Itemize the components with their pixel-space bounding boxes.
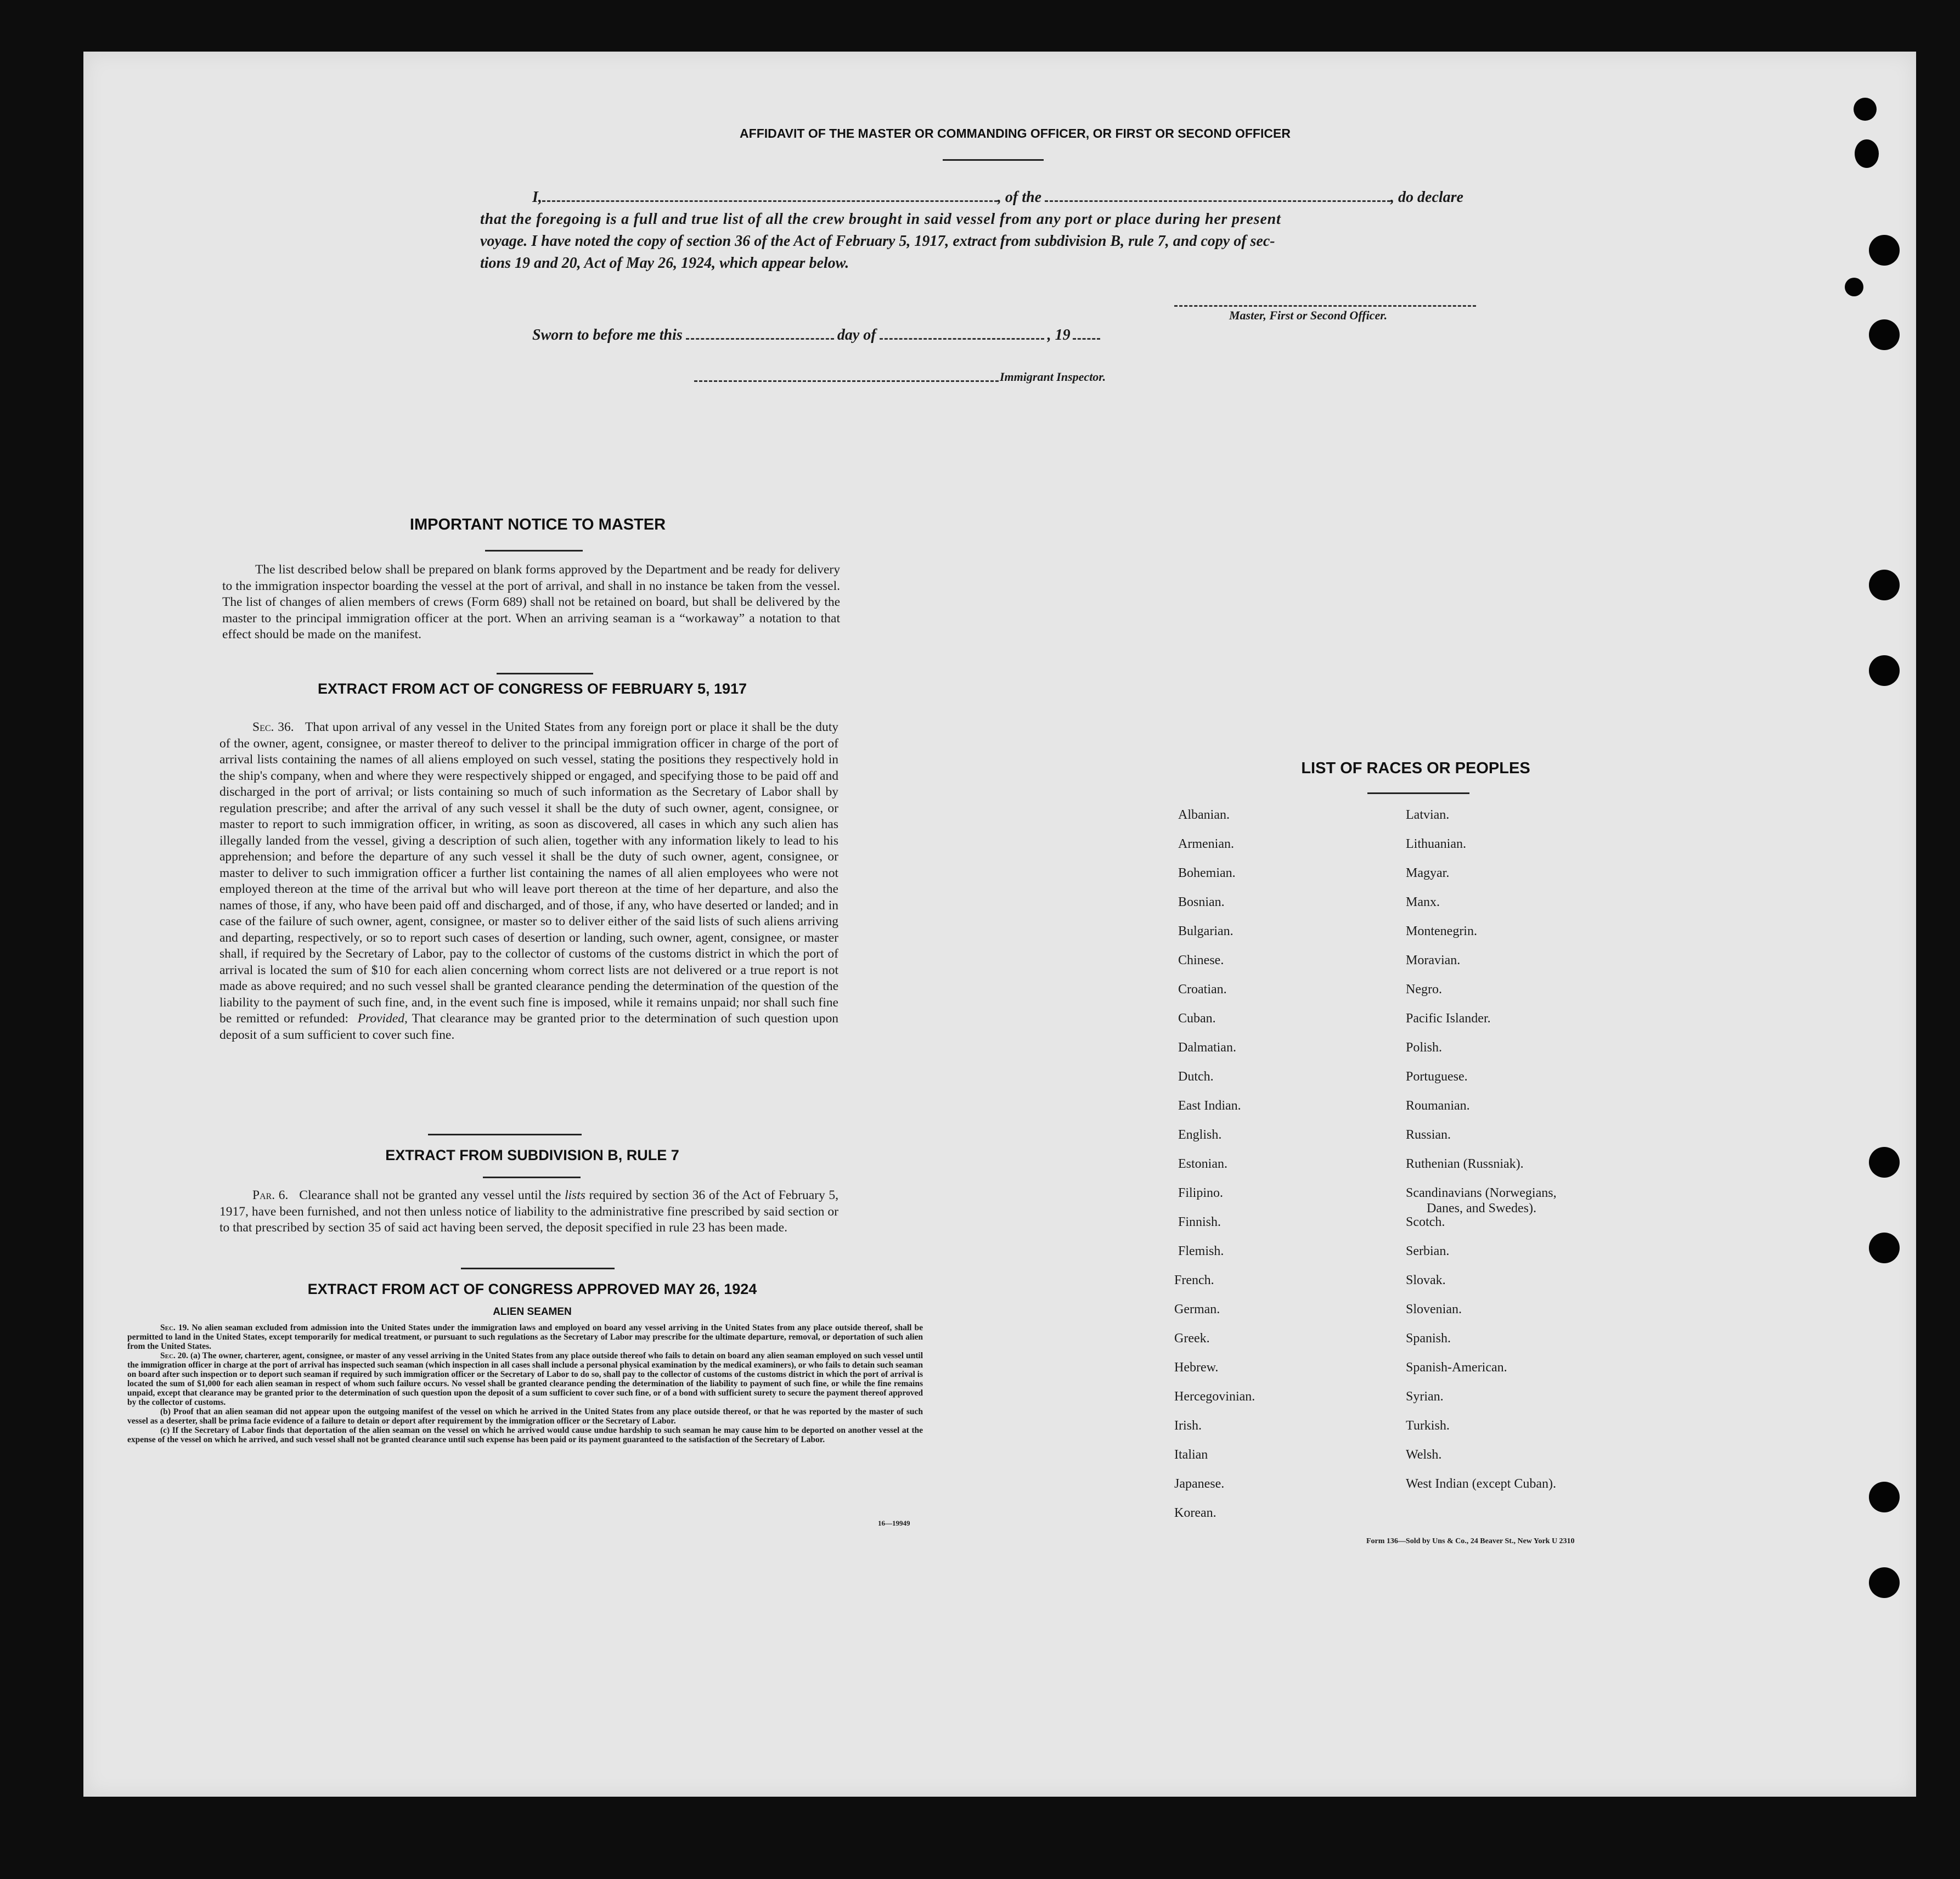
race-item: Polish. <box>1406 1040 1443 1055</box>
sworn-label: Sworn to before me this <box>532 327 683 344</box>
inspector-label: Immigrant Inspector. <box>1000 370 1106 384</box>
sworn-year-prefix: , 19 <box>1047 327 1071 344</box>
declare-suffix: , do declare <box>1390 189 1463 206</box>
race-item: Spanish-American. <box>1406 1360 1507 1375</box>
notice-title: IMPORTANT NOTICE TO MASTER <box>409 516 666 533</box>
rule7-text <box>219 1188 838 1236</box>
inspector-line[interactable] <box>694 380 999 382</box>
race-item: Serbian. <box>1406 1244 1450 1258</box>
race-item: East Indian. <box>1178 1099 1241 1113</box>
declarant-name-field[interactable] <box>542 188 998 202</box>
section-20a-text: (a) The owner, charterer, agent, consignee, or master of any vessel arriving in the United States from any place outside thereof who fails to detain on board any alien seaman employed on such vessel until the immigration officer in charge at the port of arrival has inspected such seaman (which inspection in all cases shall include a personal physical examination by the medical examiners), or who fails to detain such seaman on board after such inspection or to deport such seaman if required by such immigration officer or the Secretary of Labor to do so, shall pay to the collector of customs of the customs district in which the port of arrival is located the sum of $1,000 for each alien seaman in respect of whom such failure occurs. No vessel shall be granted clearance pending the determination of the liability to payment of such fine, or while the fine remains unpaid, except that clearance may be granted prior to the determination of such question upon the deposit of a sum sufficient to cover such fine, or of a bond with sufficient surety to secure the payment thereof approved by the collector of customs. <box>127 1351 923 1407</box>
alien-seamen-subtitle: ALIEN SEAMEN <box>493 1306 572 1318</box>
race-item: Dutch. <box>1178 1070 1214 1084</box>
section-divider <box>461 1268 615 1269</box>
race-item: Danes, and Swedes). <box>1427 1201 1536 1216</box>
sworn-day-field[interactable] <box>686 326 834 340</box>
sworn-month-field[interactable] <box>880 326 1044 340</box>
extract-1917-text <box>219 719 838 1043</box>
races-title: LIST OF RACES OR PEOPLES <box>1301 760 1530 777</box>
section-36-paragraph <box>219 719 838 1043</box>
affidavit-declaration <box>480 187 1506 274</box>
race-item: Manx. <box>1406 895 1440 909</box>
race-item: Italian <box>1174 1448 1208 1462</box>
binder-hole <box>1869 235 1900 266</box>
race-item: Chinese. <box>1178 953 1224 967</box>
affidavit-title: AFFIDAVIT OF THE MASTER OR COMMANDING OFFICER, OR FIRST OR SECOND OFFICER <box>740 126 1291 140</box>
section-20c-paragraph: (c) If the Secretary of Labor finds that deportation of the alien seaman on the vessel on which he arrived would cause undue hardship to such seaman he may cause him to be deported on another vessel at the expense of the vessel on which he arrived, and such vessel shall not be granted clearance until such expense has been paid or its payment guaranteed to the satisfaction of the Secretary of Labor. <box>127 1426 923 1444</box>
race-item: Armenian. <box>1178 837 1234 851</box>
race-item: Japanese. <box>1174 1477 1225 1491</box>
race-item: West Indian (except Cuban). <box>1406 1477 1556 1491</box>
race-item: Dalmatian. <box>1178 1040 1236 1055</box>
declaration-line-3: voyage. I have noted the copy of section 36 of the Act of February 5, 1917, extract from subdivision B, rule 7, and copy of sec- <box>480 233 1275 250</box>
race-item: Estonian. <box>1178 1157 1227 1171</box>
race-item: Pacific Islander. <box>1406 1011 1491 1026</box>
binder-hole <box>1869 319 1900 350</box>
race-item: Bosnian. <box>1178 895 1225 909</box>
sworn-day-of: day of <box>837 327 876 344</box>
vessel-prefix: , of the <box>997 189 1042 206</box>
binder-hole <box>1869 570 1900 600</box>
race-item: Bohemian. <box>1178 866 1236 880</box>
race-item: Latvian. <box>1406 808 1450 822</box>
signature-line[interactable] <box>1174 305 1476 307</box>
declarant-prefix: I, <box>532 189 542 206</box>
race-item: Bulgarian. <box>1178 924 1234 938</box>
race-item: Lithuanian. <box>1406 837 1466 851</box>
races-underline <box>1367 792 1469 794</box>
extract-1917-title: EXTRACT FROM ACT OF CONGRESS OF FEBRUARY 5, 1917 <box>317 680 747 697</box>
race-item: Ruthenian (Russniak). <box>1406 1157 1524 1171</box>
race-item: Slovak. <box>1406 1273 1446 1287</box>
signature-label: Master, First or Second Officer. <box>1229 308 1388 322</box>
form-number: 16—19949 <box>878 1519 910 1527</box>
vessel-name-field[interactable] <box>1045 188 1390 202</box>
sworn-year-field[interactable] <box>1073 326 1100 340</box>
binder-hole <box>1869 655 1900 686</box>
lists-term: lists <box>565 1188 585 1202</box>
binder-hole <box>1869 1482 1900 1512</box>
section-36-text-a: That upon arrival of any vessel in the United States from any foreign port or place it shall be the duty of the owner, agent, consignee, or master thereof to deliver to the principal immigration officer in charge of the port of arrival lists containing the names of all aliens employed on such vessel, stating the positions they respectively hold in the ship's company, when and where they were respectively shipped or engaged, and specifying those to be paid off and discharged in the port of arrival; or lists containing so much of such information as the Secretary of Labor shall by regulation prescribe; and after the arrival of any such vessel it shall be the duty of such owner, agent, consignee, or master to report to such immigration officer, in writing, as soon as discovered, all cases in which any such alien has illegally landed from the vessel, giving a description of such alien, together with any information likely to lead to his apprehension; and before the departure of any such vessel it shall be the duty of such owner, agent, consignee, or master to deliver to such immigration officer a further list containing the names of all alien employees who were not employed thereon at the time of the arrival but who will leave port thereon at the time of her departure, and also the names of those, if any, who have been paid off and discharged, and of those, if any, who have deserted or landed; and in case of the failure of such owner, agent, consignee, or master so to deliver either of the said lists of such aliens arriving and departing, respectively, or so to report such cases of desertion or landing, such owner, agent, consignee, or master shall, if required by the Secretary of Labor, pay to the collector of customs of the customs district in which the port of arrival is located the sum of $10 for each alien concerning whom correct lists are not delivered or a true report is not made as above required; and no such vessel shall be granted clearance pending the determination of the question of the liability to the payment of such fine, and, in the event such fine is imposed, while it remains unpaid; nor shall such fine be remitted or refunded: <box>219 720 839 1026</box>
races-footer: Form 136—Sold by Uns & Co., 24 Beaver St., New York U 2310 <box>1366 1537 1575 1545</box>
par-6-label: Par. 6. <box>252 1188 289 1202</box>
race-item: English. <box>1178 1128 1222 1142</box>
provided-term: Provided, <box>357 1011 408 1026</box>
race-item: Negro. <box>1406 982 1442 997</box>
par-6-paragraph <box>219 1188 838 1236</box>
section-divider <box>497 673 593 674</box>
section-19-paragraph <box>127 1323 923 1351</box>
section-36-text-b: That clearance may be granted prior to the determination of such question upon deposit of a sum sufficient to cover such fine. <box>219 1011 839 1042</box>
race-item: Magyar. <box>1406 866 1450 880</box>
sworn-line <box>532 326 1100 344</box>
race-item: Finnish. <box>1178 1215 1221 1229</box>
race-item: Roumanian. <box>1406 1099 1470 1113</box>
section-36-label: Sec. 36. <box>252 720 294 734</box>
race-item: Irish. <box>1174 1419 1202 1433</box>
section-20a-paragraph <box>127 1351 923 1407</box>
race-item: French. <box>1174 1273 1214 1287</box>
race-item: Filipino. <box>1178 1186 1224 1200</box>
rule7-title: EXTRACT FROM SUBDIVISION B, RULE 7 <box>385 1147 679 1163</box>
section-20-label: Sec. 20. <box>160 1351 189 1360</box>
binder-hole <box>1845 278 1863 296</box>
declaration-line-2: that the foregoing is a full and true list of all the crew brought in said vessel from any port or place during her present <box>480 211 1281 228</box>
race-item: Croatian. <box>1178 982 1227 997</box>
race-item: Greek. <box>1174 1331 1210 1346</box>
race-item: Hercegovinian. <box>1174 1389 1255 1404</box>
race-item: Cuban. <box>1178 1011 1216 1026</box>
notice-text <box>222 562 840 643</box>
section-19-text: No alien seaman excluded from admission into the United States under the immigration laws and employed on board any vessel arriving in the United States from any place outside thereof, shall be permitted to land in the United States, except temporarily for medical treatment, or pursuant to such regulations as the Secretary of Labor may prescribe for the ultimate departure, removal, or deportation of such alien from the United States. <box>127 1323 923 1351</box>
race-item: Hebrew. <box>1174 1360 1219 1375</box>
race-item: German. <box>1174 1302 1220 1317</box>
binder-hole <box>1854 98 1877 121</box>
race-item: Welsh. <box>1406 1448 1442 1462</box>
race-item: Albanian. <box>1178 808 1230 822</box>
section-divider <box>428 1134 582 1135</box>
section-19-label: Sec. 19. <box>160 1323 189 1332</box>
race-item: Russian. <box>1406 1128 1451 1142</box>
declaration-line-1 <box>480 187 1506 209</box>
race-item: Slovenian. <box>1406 1302 1462 1317</box>
par-6-text-b: required by section 36 of the Act of February 5, 1917, have been furnished, and not then unless notice of liability to the administrative fine prescribed by said section or to that prescribed by section 35 of said act having been served, the deposit specified in rule 23 has been made. <box>219 1188 838 1235</box>
binder-hole <box>1855 139 1879 168</box>
notice-paragraph: The list described below shall be prepared on blank forms approved by the Department and be ready for delivery to the immigration inspector boarding the vessel at the port of arrival, and shall in no instance be taken from the vessel. The list of changes of alien members of crews (Form 689) shall not be retained on board, but shall be delivered by the master to the principal immigration officer at the port. When an arriving seaman is a “workaway” a notation to that effect should be made on the manifest. <box>222 562 840 642</box>
declaration-line-4: tions 19 and 20, Act of May 26, 1924, which appear below. <box>480 255 849 272</box>
binder-hole <box>1869 1567 1900 1598</box>
race-item: Turkish. <box>1406 1419 1450 1433</box>
par-6-text-a: Clearance shall not be granted any vessel until the <box>299 1188 561 1202</box>
race-item: Korean. <box>1174 1506 1216 1520</box>
race-item: Spanish. <box>1406 1331 1451 1346</box>
race-item: Portuguese. <box>1406 1070 1468 1084</box>
binder-hole <box>1869 1233 1900 1263</box>
race-item: Scandinavians (Norwegians, <box>1406 1186 1557 1200</box>
section-20b-paragraph: (b) Proof that an alien seaman did not appear upon the outgoing manifest of the vessel on which he arrived in the United States from any place outside thereof, or that he was reported by the master of such vessel as a deserter, shall be prima facie evidence of a failure to detain or deport after requirement by the immigration officer or the Secretary of Labor. <box>127 1407 923 1426</box>
race-item: Scotch. <box>1406 1215 1445 1229</box>
race-item: Flemish. <box>1178 1244 1224 1258</box>
extract-1924-text <box>127 1323 923 1444</box>
race-item: Moravian. <box>1406 953 1461 967</box>
notice-underline <box>485 550 583 552</box>
binder-hole <box>1869 1147 1900 1178</box>
race-item: Syrian. <box>1406 1389 1444 1404</box>
rule7-underline <box>483 1177 581 1178</box>
race-item: Montenegrin. <box>1406 924 1477 938</box>
extract-1924-title: EXTRACT FROM ACT OF CONGRESS APPROVED MAY 26, 1924 <box>307 1281 757 1297</box>
title-underline <box>943 159 1044 161</box>
